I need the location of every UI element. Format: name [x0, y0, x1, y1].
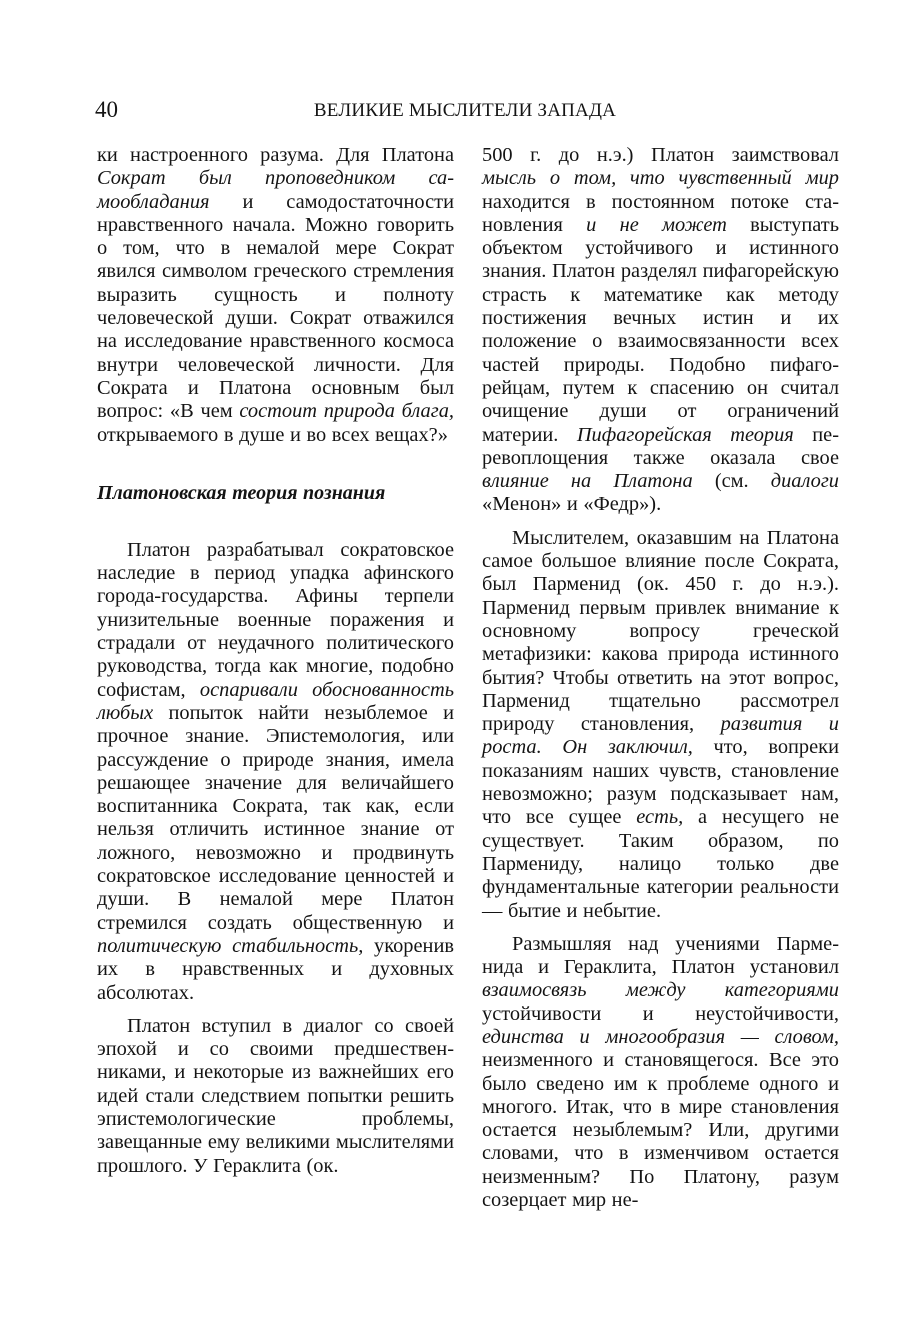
italic-run: Сократ был проповедником самообладания	[97, 167, 454, 213]
running-title: ВЕЛИКИЕ МЫСЛИТЕЛИ ЗАПАДА	[313, 100, 617, 121]
right-column	[482, 144, 839, 1212]
italic-run: оспаривали обоснованность любых	[97, 678, 454, 724]
paragraph-continued	[482, 144, 839, 517]
text-run: (см.	[692, 470, 771, 493]
text-run: 500 г. до н.э.) Платон заимствовал	[482, 144, 839, 166]
paragraph	[97, 539, 454, 1005]
italic-run: диалоги	[770, 470, 839, 493]
text-run: укоренив их в нравственных и духовных абсолютах.	[97, 934, 454, 1004]
text-run: перевоплощения также оказала свое	[482, 423, 840, 469]
text-run: Размышляя над учениями Парменида и Гераклита, Платон установил	[482, 932, 839, 979]
left-column	[97, 144, 454, 1178]
text-run: устойчивости и неустойчивости,	[482, 1002, 839, 1025]
page-header	[95, 97, 835, 127]
section-heading: Платоновская теория познания	[97, 481, 386, 504]
text-run: неизменного и становящегося. Все это было сведено им к проблеме одного и многого. Итак, что в мире становления остается незыблемым? Или, другими словами, что в изменчивом остается неизменным? По Платону, разум созерцает мир не-	[482, 1049, 839, 1212]
text-run: и самодостаточности нравственного начала. Можно говорить о том, что в немалой мере Сократ явился символом греческого стремления выразить сущность и полноту человеческой души. Сократ отважился на исследование нравственного космоса внутри человеческой личности. Для Сократа и Платона основным был вопрос: «В чем	[97, 190, 454, 423]
italic-run: взаимосвязь между категориями	[482, 979, 839, 1002]
italic-run: Пифагорейская теория	[576, 423, 794, 446]
italic-run: влияние на Платона	[482, 470, 693, 493]
italic-run: единства и многообразия — словом,	[482, 1025, 839, 1048]
italic-run: и не может	[586, 213, 727, 236]
text-run: находится в постоянном потоке становления	[482, 190, 839, 236]
paragraph	[482, 527, 839, 923]
text-run: ки настроенного разума. Для Платона	[97, 144, 454, 166]
italic-run: мысль о том, что чувственный мир	[482, 167, 839, 190]
text-run: Платон разрабатывал сократовское наследие в период упадка афинского города-государства. Афины терпели унизительные военные поражения и страдали от неудачного политического руководства, тогда как многие, подобно софистам,	[97, 538, 454, 701]
text-run: попыток найти незыблемое и прочное знание. Эпистемология, или рассуждение о природе знания, имела решающее значение для величайшего воспитанника Сократа, так как, если нельзя отличить истинное знание от ложного, невозможно и продвинуть сократовское исследование ценностей и души. В немалой мере Платон стремился создать общественную и	[97, 701, 454, 934]
italic-run: есть,	[636, 806, 684, 829]
text-run: что, вопреки показаниям наших чувств, становление невозможно; разум подсказывает нам, что все сущее	[482, 736, 839, 829]
text-run: «Менон» и «Федр»).	[482, 493, 662, 516]
page-number: 40	[95, 97, 118, 122]
italic-run: политическую стабильность,	[97, 934, 364, 957]
italic-run: развития и роста. Он заключил,	[482, 713, 840, 759]
paragraph-continued	[97, 144, 454, 447]
italic-run: состоит природа блага,	[239, 400, 454, 423]
text-run: выступать объектом устойчивого и истинного знания. Платон разделял пифагорейскую страсть к математике как методу постижения вечных истин и их положение о взаимосвязанности всех частей природы. Подобно пифагорейцам, путем к спасению он считал очищение души от ограничений материи.	[482, 213, 839, 446]
text-run: Мыслителем, оказавшим на Платона самое большое влияние после Сократа, был Парменид (ок. 450 г. до н.э.). Парменид первым привлек внимание к основному вопросу греческой метафизики: какова природа истинного бытия? Чтобы ответить на этот вопрос, Парменид тщательно рассмотрел природу становления,	[482, 526, 839, 736]
paragraph	[482, 933, 839, 1213]
text-run: а несущего не существует. Таким образом, по Пармениду, налицо только две фундаментальные категории реальности — бытие и небытие.	[482, 806, 839, 922]
text-run: открываемого в душе и во всех вещах?»	[97, 423, 448, 446]
paragraph: Платон вступил в диалог со своей эпохой и со своими предшественниками, и некоторые из важнейших его идей стали следствием попытки решить эпистемологические проблемы, завещанные ему великими мыслителями прошлого. У Гераклита (ок.	[97, 1014, 454, 1177]
